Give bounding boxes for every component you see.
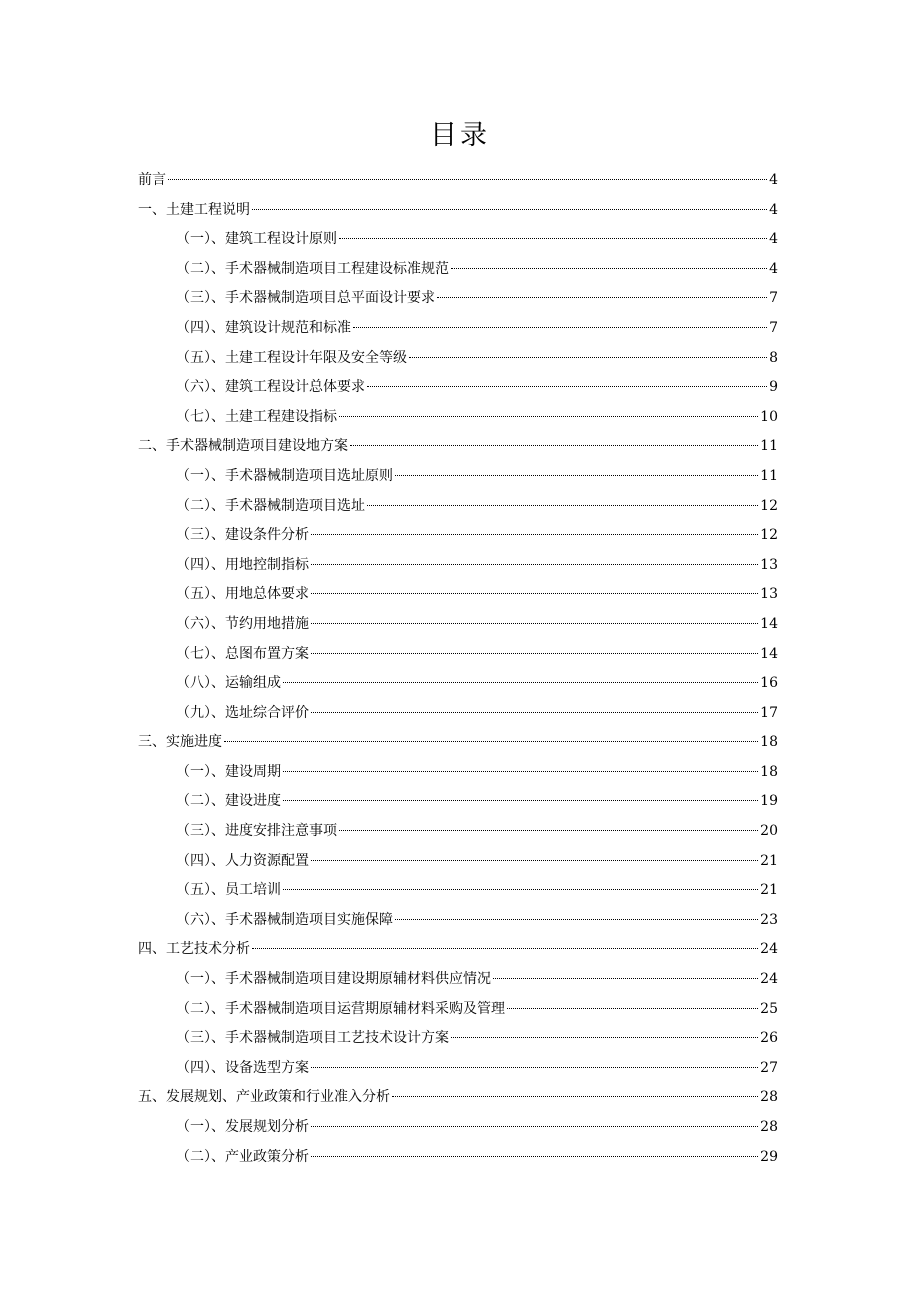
toc-dot-leader: [350, 445, 758, 446]
toc-entry[interactable]: [138, 995, 778, 1025]
toc-title: 目录: [430, 120, 490, 151]
toc-entry[interactable]: [138, 196, 778, 226]
toc-entry-label: （五）、员工培训: [176, 882, 281, 899]
toc-entry[interactable]: [138, 817, 778, 847]
toc-entry-label: （六）、手术器械制造项目实施保障: [176, 911, 393, 928]
toc-entry[interactable]: [138, 906, 778, 936]
toc-entry-page-number: 24: [760, 941, 778, 958]
toc-entry-page-number: 11: [760, 438, 778, 455]
toc-entry-page-number: 8: [769, 349, 778, 366]
toc-entry-page-number: 4: [769, 260, 778, 277]
toc-entry-page-number: 4: [769, 201, 778, 218]
toc-dot-leader: [283, 889, 758, 890]
toc-entry-page-number: 18: [760, 763, 778, 780]
toc-dot-leader: [409, 357, 767, 358]
toc-entry-label: （二）、建设进度: [176, 793, 281, 810]
toc-entry-label: （九）、选址综合评价: [176, 704, 309, 721]
toc-entry-page-number: 26: [760, 1030, 778, 1047]
toc-entry[interactable]: [138, 373, 778, 403]
toc-dot-leader: [493, 978, 758, 979]
toc-entry[interactable]: [138, 225, 778, 255]
toc-dot-leader: [311, 1067, 758, 1068]
toc-entry-label: （三）、建设条件分析: [176, 527, 309, 544]
toc-entry-page-number: 28: [760, 1119, 778, 1135]
toc-dot-leader: [437, 297, 767, 298]
toc-entry-page-number: 7: [769, 319, 778, 336]
toc-entry-page-number: 13: [760, 586, 778, 603]
toc-entry-label: （五）、土建工程设计年限及安全等级: [176, 349, 407, 366]
toc-entry-label: （五）、用地总体要求: [176, 586, 309, 603]
toc-dot-leader: [451, 1037, 758, 1038]
toc-entry[interactable]: [138, 432, 778, 462]
toc-entry[interactable]: [138, 787, 778, 817]
toc-entry[interactable]: [138, 255, 778, 285]
toc-entry[interactable]: [138, 935, 778, 965]
toc-entry-label: （一）、手术器械制造项目建设期原辅材料供应情况: [176, 971, 491, 988]
toc-dot-leader: [395, 475, 758, 476]
toc-dot-leader: [311, 1156, 758, 1157]
toc-dot-leader: [168, 179, 767, 180]
toc-dot-leader: [311, 860, 758, 861]
toc-entry-label: （二）、产业政策分析: [176, 1148, 309, 1165]
toc-entry-page-number: 19: [760, 793, 778, 810]
toc-entry-page-number: 27: [760, 1059, 778, 1076]
toc-entry[interactable]: [138, 699, 778, 729]
toc-dot-leader: [311, 593, 758, 594]
toc-dot-leader: [367, 386, 767, 387]
toc-entry[interactable]: [138, 284, 778, 314]
toc-entry[interactable]: [138, 1143, 778, 1173]
toc-entry-label: （三）、手术器械制造项目工艺技术设计方案: [176, 1030, 449, 1047]
toc-entry-label: 三、实施进度: [138, 734, 222, 751]
toc-entry-label: 四、工艺技术分析: [138, 941, 250, 958]
toc-entry-page-number: 13: [760, 556, 778, 573]
toc-entry-page-number: 7: [769, 290, 778, 307]
toc-entry-page-number: 21: [760, 882, 778, 899]
toc-entry[interactable]: [138, 166, 778, 196]
toc-dot-leader: [311, 1126, 758, 1127]
toc-entry[interactable]: [138, 1113, 778, 1143]
toc-entry-label: （八）、运输组成: [176, 675, 281, 692]
toc-entry-page-number: 21: [760, 852, 778, 869]
toc-entry-page-number: 11: [760, 467, 778, 484]
toc-entry[interactable]: [138, 728, 778, 758]
toc-entry[interactable]: [138, 669, 778, 699]
toc-entry-label: （二）、手术器械制造项目选址: [176, 497, 365, 514]
toc-entry-page-number: 4: [769, 172, 778, 188]
toc-entry-label: （一）、建设周期: [176, 763, 281, 780]
toc-entry-label: 二、手术器械制造项目建设地方案: [138, 438, 348, 455]
toc-entry[interactable]: [138, 1083, 778, 1113]
toc-entry-label: （一）、手术器械制造项目选址原则: [176, 467, 393, 484]
toc-entry-label: （七）、土建工程建设指标: [176, 408, 337, 425]
toc-entry-page-number: 4: [769, 231, 778, 248]
toc-entry[interactable]: [138, 314, 778, 344]
toc-entry-page-number: 9: [769, 379, 778, 396]
toc-dot-leader: [283, 800, 758, 801]
toc-entry-page-number: 23: [760, 911, 778, 928]
toc-entry-page-number: 17: [760, 704, 778, 721]
toc-dot-leader: [311, 712, 758, 713]
toc-dot-leader: [451, 268, 767, 269]
toc-entry[interactable]: [138, 492, 778, 522]
toc-entry[interactable]: [138, 847, 778, 877]
toc-entry-page-number: 25: [760, 1000, 778, 1017]
toc-dot-leader: [353, 327, 767, 328]
toc-dot-leader: [339, 416, 758, 417]
toc-dot-leader: [392, 1096, 758, 1097]
toc-dot-leader: [252, 948, 758, 949]
toc-entry-page-number: 14: [760, 645, 778, 662]
toc-dot-leader: [311, 534, 758, 535]
toc-dot-leader: [311, 623, 758, 624]
toc-entry-page-number: 12: [760, 527, 778, 544]
toc-entry-label: （二）、手术器械制造项目工程建设标准规范: [176, 260, 449, 277]
toc-entry-label: （六）、建筑工程设计总体要求: [176, 379, 365, 396]
toc-dot-leader: [252, 209, 767, 210]
toc-entry-label: （三）、进度安排注意事项: [176, 823, 337, 840]
toc-dot-leader: [339, 830, 758, 831]
toc-entry[interactable]: [138, 551, 778, 581]
toc-entry-label: （七）、总图布置方案: [176, 645, 309, 662]
toc-entry-label: （四）、建筑设计规范和标准: [176, 319, 351, 336]
toc-entry-label: （六）、节约用地措施: [176, 615, 309, 632]
toc-entry[interactable]: [138, 1054, 778, 1084]
toc-entry[interactable]: [138, 640, 778, 670]
toc-entry-page-number: 28: [760, 1089, 778, 1106]
toc-entry-label: 一、土建工程说明: [138, 201, 250, 218]
toc-entry-page-number: 24: [760, 971, 778, 988]
toc-entry[interactable]: [138, 344, 778, 374]
toc-dot-leader: [311, 564, 758, 565]
toc-dot-leader: [507, 1008, 758, 1009]
toc-dot-leader: [395, 919, 758, 920]
toc-dot-leader: [311, 653, 758, 654]
toc-entry-label: （四）、用地控制指标: [176, 556, 309, 573]
toc-entry-label: 五、发展规划、产业政策和行业准入分析: [138, 1089, 390, 1106]
toc-entry[interactable]: [138, 521, 778, 551]
toc-entry[interactable]: [138, 610, 778, 640]
toc-entry-page-number: 20: [760, 823, 778, 840]
toc-entry-label: （二）、手术器械制造项目运营期原辅材料采购及管理: [176, 1000, 505, 1017]
toc-entry-page-number: 10: [760, 408, 778, 425]
toc-dot-leader: [224, 741, 758, 742]
toc-entry-label: （一）、建筑工程设计原则: [176, 231, 337, 248]
toc-entry[interactable]: [138, 403, 778, 433]
toc-entry[interactable]: [138, 758, 778, 788]
toc-entry-page-number: 14: [760, 615, 778, 632]
toc-dot-leader: [367, 505, 758, 506]
toc-entry-label: （四）、设备选型方案: [176, 1059, 309, 1076]
toc-entry[interactable]: [138, 580, 778, 610]
toc-entry-label: （一）、发展规划分析: [176, 1119, 309, 1135]
toc-entry-page-number: 12: [760, 497, 778, 514]
toc-entry[interactable]: [138, 876, 778, 906]
toc-entry-page-number: 29: [760, 1148, 778, 1165]
toc-entry-page-number: 16: [760, 675, 778, 692]
toc-list: [138, 166, 778, 1172]
toc-entry-page-number: 18: [760, 734, 778, 751]
toc-entry-label: 前言: [138, 172, 166, 188]
toc-entry-label: （四）、人力资源配置: [176, 852, 309, 869]
toc-dot-leader: [283, 771, 758, 772]
toc-entry-label: （三）、手术器械制造项目总平面设计要求: [176, 290, 435, 307]
toc-dot-leader: [339, 238, 767, 239]
toc-entry[interactable]: [138, 965, 778, 995]
toc-entry[interactable]: [138, 1024, 778, 1054]
toc-entry[interactable]: [138, 462, 778, 492]
toc-dot-leader: [283, 682, 758, 683]
